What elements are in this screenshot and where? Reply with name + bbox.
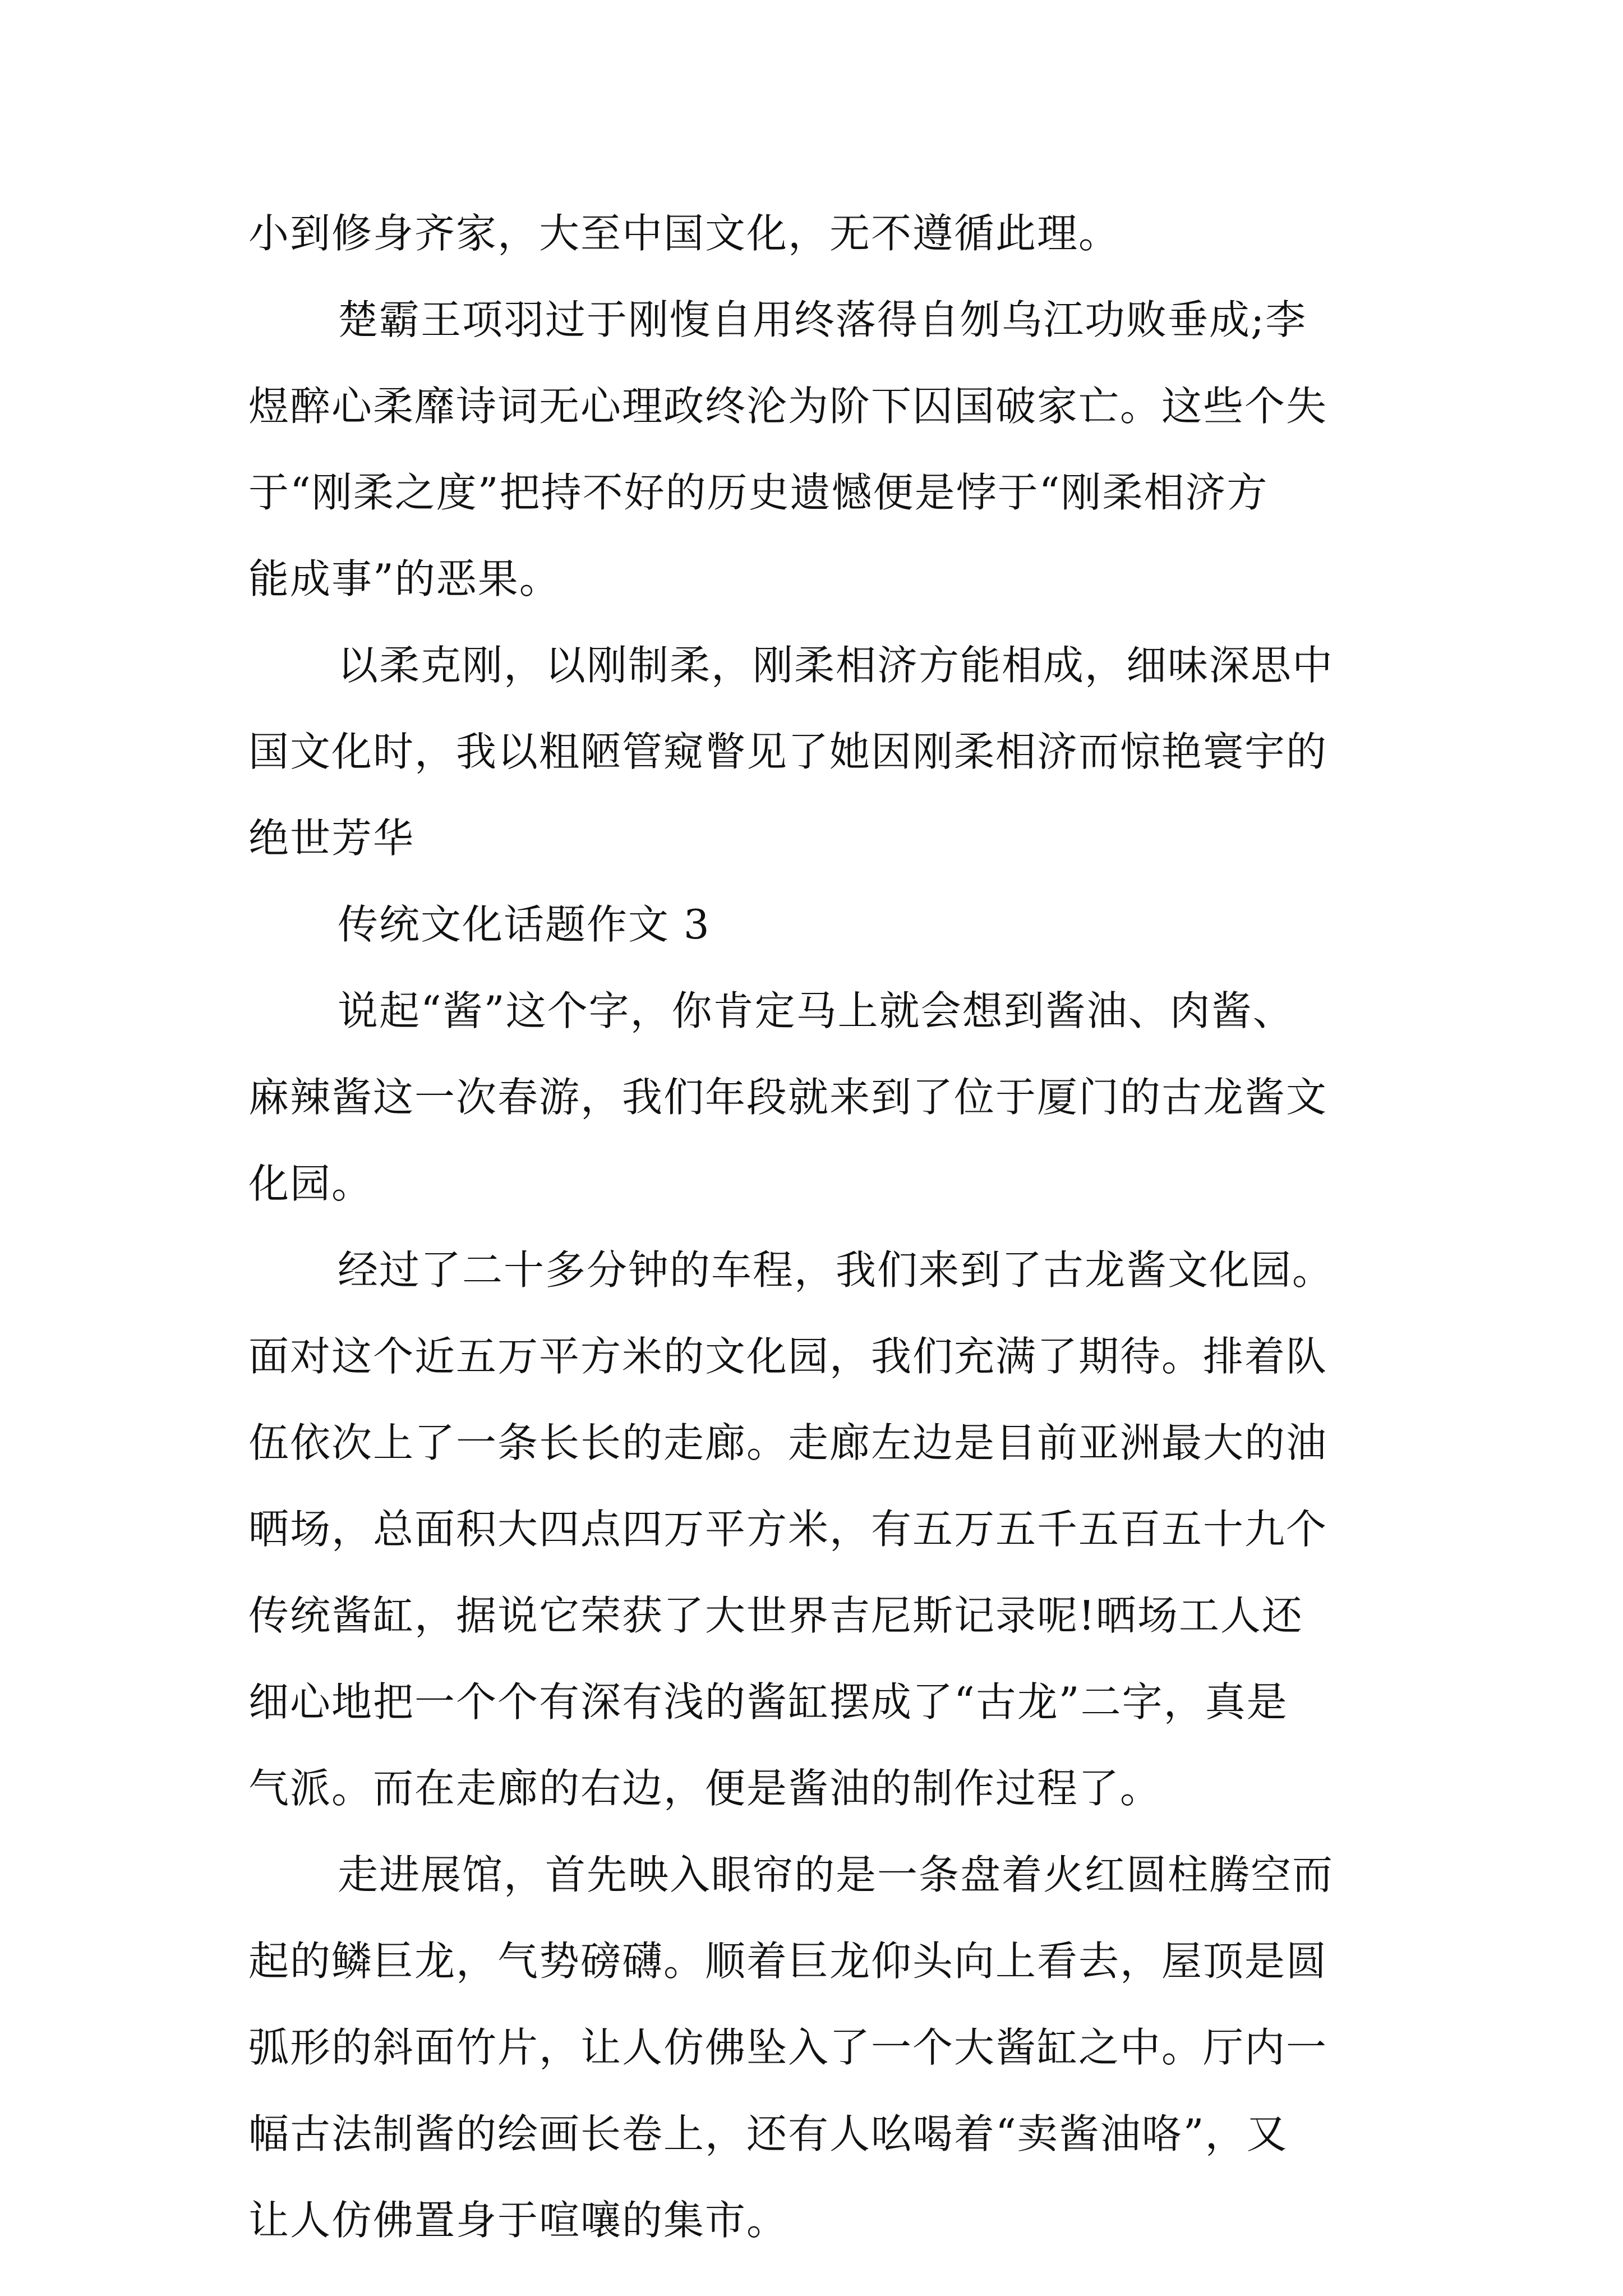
text-line: 让人仿佛置身于喧嚷的集市。 — [248, 2197, 789, 2244]
text-line: 经过了二十多分钟的车程，我们来到了古龙酱文化园。 — [338, 1246, 1334, 1294]
text-line: 化园。 — [248, 1160, 374, 1207]
text-line: 伍依次上了一条长长的走廊。走廊左边是目前亚洲最大的油 — [248, 1419, 1328, 1466]
text-line: 煜醉心柔靡诗词无心理政终沦为阶下囚国破家亡。这些个失 — [248, 383, 1328, 430]
text-line: 晒场，总面积大四点四万平方米，有五万五千五百五十九个 — [248, 1506, 1328, 1553]
text-line: 气派。而在走廊的右边，便是酱油的制作过程了。 — [248, 1765, 1162, 1812]
text-line: 说起“酱”这个字，你肯定马上就会想到酱油、肉酱、 — [338, 987, 1294, 1034]
text-line: 楚霸王项羽过于刚愎自用终落得自刎乌江功败垂成;李 — [338, 296, 1307, 343]
text-line: 传统酱缸，据说它荣获了大世界吉尼斯记录呢!晒场工人还 — [248, 1592, 1303, 1639]
text-line: 以柔克刚，以刚制柔，刚柔相济方能相成，细味深思中 — [338, 642, 1334, 689]
text-line: 麻辣酱这一次春游，我们年段就来到了位于厦门的古龙酱文 — [248, 1074, 1328, 1121]
text-line: 小到修身齐家，大至中国文化，无不遵循此理。 — [248, 210, 1121, 257]
section-heading: 传统文化话题作文 3 — [338, 901, 711, 948]
text-line: 能成事”的恶果。 — [248, 555, 561, 602]
text-line: 于“刚柔之度”把持不好的历史遗憾便是悖于“刚柔相济方 — [248, 469, 1269, 516]
text-line: 绝世芳华 — [248, 815, 415, 862]
text-line: 走进展馆，首先映入眼帘的是一条盘着火红圆柱腾空而 — [338, 1851, 1334, 1898]
text-line: 细心地把一个个有深有浅的酱缸摆成了“古龙”二字，真是 — [248, 1678, 1288, 1726]
text-line: 弧形的斜面竹片，让人仿佛坠入了一个大酱缸之中。厅内一 — [248, 2024, 1328, 2071]
text-line: 国文化时，我以粗陋管窥瞥见了她因刚柔相济而惊艳寰宇的 — [248, 728, 1328, 775]
text-line: 面对这个近五万平方米的文化园，我们充满了期待。排着队 — [248, 1333, 1328, 1380]
text-line: 起的鳞巨龙，气势磅礴。顺着巨龙仰头向上看去，屋顶是圆 — [248, 1938, 1328, 1985]
text-line: 幅古法制酱的绘画长卷上，还有人吆喝着“卖酱油咯”，又 — [248, 2110, 1288, 2157]
